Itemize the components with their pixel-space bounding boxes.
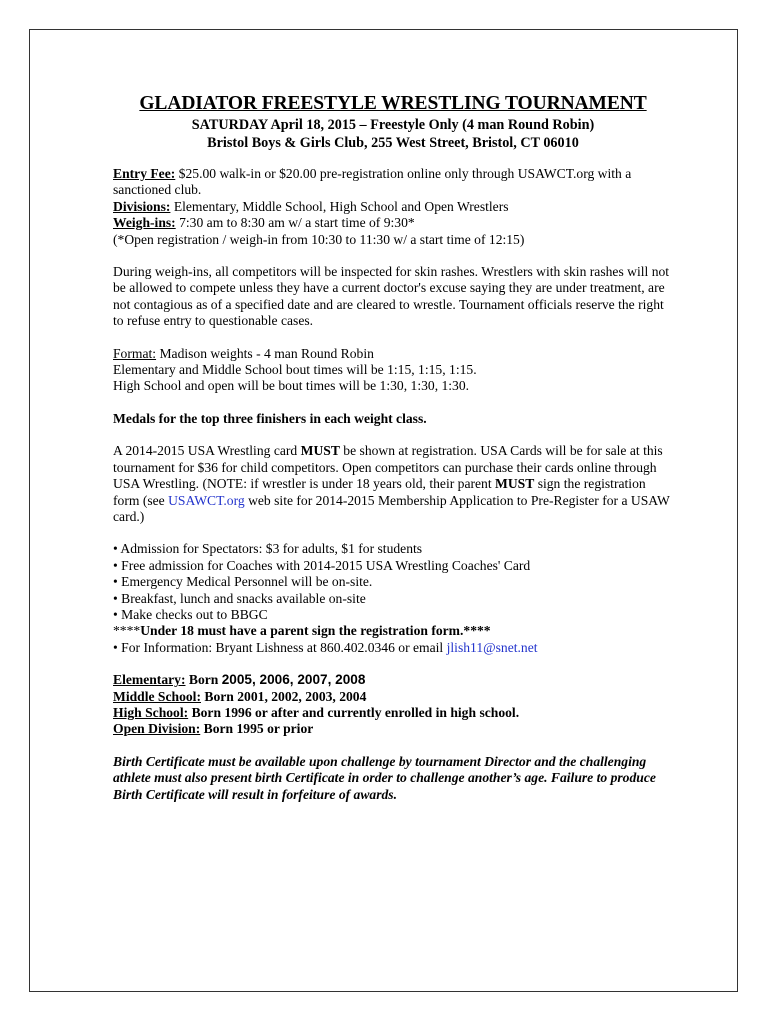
usa-card-must-1: MUST xyxy=(300,443,340,459)
format-bout-times-elementary: Elementary and Middle School bout times will be 1:15, 1:15, 1:15. xyxy=(113,362,477,378)
medals-note: Medals for the top three finishers in each weight class. xyxy=(113,410,427,426)
bullet-information xyxy=(113,640,673,656)
middle-school-text: Born 2001, 2002, 2003, 2004 xyxy=(201,688,367,704)
usa-card-text-3: sign the registration form (see xyxy=(113,476,646,508)
divisions xyxy=(113,199,673,215)
usa-card-text-2: be shown at registration. USA Cards will be for sale at this tournament for $36 for child competitors. Open competitors can purchase their cards online through USA Wrestling. (NOTE: if wrestler is under 18 years old, their parent xyxy=(113,443,663,492)
parent-note-stars: **** xyxy=(113,623,141,639)
open-division-label: Open Division: xyxy=(113,721,201,737)
usawct-link[interactable]: USAWCT.org xyxy=(168,492,245,508)
bullet-spectators: • Admission for Spectators: $3 for adults, $1 for students xyxy=(113,541,423,557)
middle-school-division xyxy=(113,689,673,705)
usa-card-text-1: A 2014-2015 USA Wrestling card xyxy=(113,443,301,459)
divisions-label: Divisions: xyxy=(113,198,171,214)
open-division xyxy=(113,721,673,737)
open-division-text: Born 1995 or prior xyxy=(200,721,314,737)
divisions-text: Elementary, Middle School, High School and Open Wrestlers xyxy=(170,198,509,214)
usa-card-text-4: web site for 2014-2015 Membership Application to Pre-Register for a USAW card.) xyxy=(113,492,670,524)
weigh-ins-text: 7:30 am to 8:30 am w/ a start time of 9:30* xyxy=(175,215,415,231)
high-school-text: Born 1996 or after and currently enrolled in high school. xyxy=(188,704,520,720)
bullet-medical: • Emergency Medical Personnel will be on-site. xyxy=(113,574,373,590)
format-text: Madison weights - 4 man Round Robin xyxy=(156,345,374,361)
document-title: GLADIATOR FREESTYLE WRESTLING TOURNAMENT xyxy=(139,93,647,114)
document-body xyxy=(113,92,673,803)
bullet-coaches: • Free admission for Coaches with 2014-2015 USA Wrestling Coaches' Card xyxy=(113,557,531,573)
weigh-ins-label: Weigh-ins: xyxy=(113,215,176,231)
parent-sign-note xyxy=(113,623,673,639)
open-weigh-in-note: (*Open registration / weigh-in from 10:30 to 11:30 w/ a start time of 12:15) xyxy=(113,231,525,247)
venue-line: Bristol Boys & Girls Club, 255 West Street, Bristol, CT 06010 xyxy=(207,135,579,151)
skin-inspection-paragraph: During weigh-ins, all competitors will be inspected for skin rashes. Wrestlers with skin rashes will not be allowed to compete unless they have a current doctor's excuse saying they are under treatment, are not contagious as of a specified date and are cleared to wrestle. Tournament officials reserve the right to refuse entry to questionable cases. xyxy=(113,264,670,329)
entry-fee-label: Entry Fee: xyxy=(113,166,176,181)
elementary-label: Elementary: xyxy=(113,672,186,688)
usa-card-must-2: MUST xyxy=(495,476,535,492)
weigh-ins xyxy=(113,215,673,231)
format-bout-times-high: High School and open will be bout times will be 1:30, 1:30, 1:30. xyxy=(113,378,470,394)
middle-school-label: Middle School: xyxy=(113,688,201,704)
event-date-line: SATURDAY April 18, 2015 – Freestyle Only (4 man Round Robin) xyxy=(191,117,595,133)
high-school-division xyxy=(113,705,673,721)
elementary-years: 2005, 2006, 2007, 2008 xyxy=(221,672,366,688)
email-link[interactable]: jlish11@snet.net xyxy=(446,639,538,655)
entry-fee-text: $25.00 walk-in or $20.00 pre-registration online only through USAWCT.org with a sanctioned club. xyxy=(113,166,632,198)
parent-note-text: Under 18 must have a parent sign the registration form.**** xyxy=(140,623,491,639)
high-school-label: High School: xyxy=(113,704,189,720)
bullet-checks: • Make checks out to BBGC xyxy=(113,606,268,622)
birth-certificate-note: Birth Certificate must be available upon challenge by tournament Director and the challenging athlete must also present birth Certificate in order to challenge another’s age. Failure to produce Birth Certificate will result in forfeiture of awards. xyxy=(113,753,656,802)
elementary-born: Born xyxy=(185,672,222,688)
usa-card-paragraph xyxy=(113,443,673,525)
information-text: • For Information: Bryant Lishness at 860.402.0346 or email xyxy=(113,639,447,655)
bullet-food: • Breakfast, lunch and snacks available on-site xyxy=(113,590,366,606)
format xyxy=(113,346,673,362)
entry-fee xyxy=(113,166,673,199)
elementary-division xyxy=(113,672,673,688)
format-label: Format: xyxy=(113,345,157,361)
